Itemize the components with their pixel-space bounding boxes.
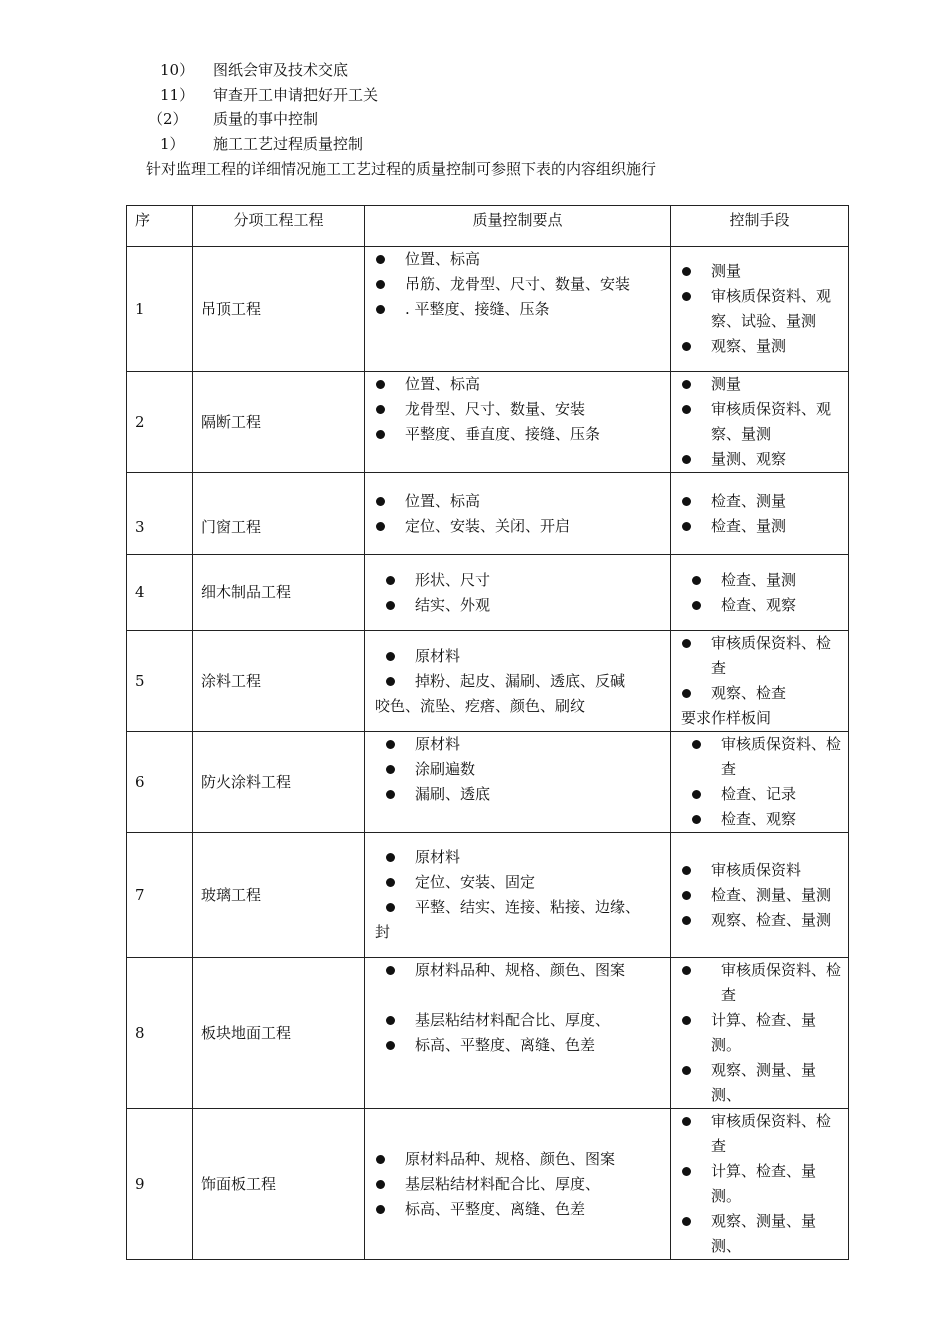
list-item: 形状、尺寸 — [373, 568, 664, 593]
row-no: 7 — [127, 833, 193, 958]
intro-sentence: 针对监理工程的详细情况施工工艺过程的质量控制可参照下表的内容组织施行 — [146, 160, 657, 178]
list-item: 审核质保资料、检查 — [679, 732, 842, 782]
list-item: 审核质保资料、观察、量测 — [679, 397, 842, 447]
row-no: 6 — [127, 732, 193, 833]
item-number: （2） — [148, 110, 188, 128]
item-text: 施工工艺过程质量控制 — [213, 135, 364, 153]
row-name: 细木制品工程 — [193, 555, 365, 631]
list-item: 吊筋、龙骨型、尺寸、数量、安装 — [373, 272, 664, 297]
row-points — [365, 372, 671, 473]
item-number: 11） — [160, 86, 195, 104]
list-item: 原材料品种、规格、颜色、图案 — [373, 958, 664, 983]
row-no: 1 — [127, 247, 193, 372]
table-row — [127, 958, 849, 1109]
list-item: 位置、标高 — [373, 372, 664, 397]
list-item: 计算、检查、量测。 — [679, 1008, 842, 1058]
list-item: 检查、观察 — [679, 593, 842, 618]
list-item: 审核质保资料、检查 — [679, 631, 842, 681]
row-means — [671, 372, 849, 473]
list-item: 观察、检查、量测 — [679, 908, 842, 933]
table-header-row — [127, 206, 849, 247]
list-item: 标高、平整度、离缝、色差 — [373, 1033, 664, 1058]
row-points — [365, 473, 671, 555]
row-means — [671, 732, 849, 833]
item-number: 10） — [160, 61, 195, 79]
row-means — [671, 247, 849, 372]
list-item: 平整、结实、连接、粘接、边缘、 — [373, 895, 664, 920]
row-points — [365, 631, 671, 732]
quality-control-table — [126, 205, 849, 1260]
table-row — [127, 732, 849, 833]
item-text: 图纸会审及技术交底 — [213, 61, 349, 79]
list-item: 观察、测量、量测、 — [679, 1209, 842, 1259]
row-means — [671, 958, 849, 1109]
row-no: 4 — [127, 555, 193, 631]
row-means — [671, 1109, 849, 1260]
list-item: 位置、标高 — [373, 247, 664, 272]
list-item: 审核质保资料、观察、试验、量测 — [679, 284, 842, 334]
table-row — [127, 1109, 849, 1260]
list-item: 观察、检查 — [679, 681, 842, 706]
list-item: 观察、测量、量测、 — [679, 1058, 842, 1108]
list-item: 审核质保资料、检查 — [679, 958, 842, 1008]
list-item: 计算、检查、量测。 — [679, 1159, 842, 1209]
list-item: 审核质保资料 — [679, 858, 842, 883]
list-item: 基层粘结材料配合比、厚度、 — [373, 1008, 664, 1033]
row-points — [365, 555, 671, 631]
row-means — [671, 631, 849, 732]
row-no: 9 — [127, 1109, 193, 1260]
row-points — [365, 247, 671, 372]
row-name: 门窗工程 — [193, 473, 365, 555]
row-points — [365, 732, 671, 833]
list-item: . 平整度、接缝、压条 — [373, 297, 664, 322]
header-means: 控制手段 — [671, 206, 849, 247]
row-means — [671, 473, 849, 555]
row-no: 5 — [127, 631, 193, 732]
row-name: 隔断工程 — [193, 372, 365, 473]
header-no: 序 — [127, 206, 193, 247]
list-item: 平整度、垂直度、接缝、压条 — [373, 422, 664, 447]
row-name: 板块地面工程 — [193, 958, 365, 1109]
list-item: 涂刷遍数 — [373, 757, 664, 782]
header-item: 分项工程工程 — [193, 206, 365, 247]
list-continuation: 要求作样板间 — [681, 709, 772, 727]
list-item: 测量 — [679, 259, 842, 284]
table-row — [127, 247, 849, 372]
list-item: 检查、记录 — [679, 782, 842, 807]
list-item: 测量 — [679, 372, 842, 397]
row-name: 玻璃工程 — [193, 833, 365, 958]
list-item: 结实、外观 — [373, 593, 664, 618]
header-points: 质量控制要点 — [365, 206, 671, 247]
list-item: 观察、量测 — [679, 334, 842, 359]
list-item: 掉粉、起皮、漏刷、透底、反碱 — [373, 669, 664, 694]
row-points — [365, 1109, 671, 1260]
list-item: 龙骨型、尺寸、数量、安装 — [373, 397, 664, 422]
list-item: 基层粘结材料配合比、厚度、 — [373, 1172, 664, 1197]
item-number: 1） — [160, 135, 185, 153]
row-no: 2 — [127, 372, 193, 473]
list-item: 原材料 — [373, 732, 664, 757]
table-row — [127, 833, 849, 958]
list-continuation: 咬色、流坠、疙瘩、颜色、刷纹 — [375, 696, 586, 715]
list-item: 定位、安装、关闭、开启 — [373, 514, 664, 539]
row-no: 3 — [127, 473, 193, 555]
list-item: 审核质保资料、检查 — [679, 1109, 842, 1159]
table-row — [127, 555, 849, 631]
list-item: 检查、观察 — [679, 807, 842, 832]
list-item: 检查、测量、量测 — [679, 883, 842, 908]
row-name: 防火涂料工程 — [193, 732, 365, 833]
row-no: 8 — [127, 958, 193, 1109]
list-item: 检查、测量 — [679, 489, 842, 514]
row-name: 吊顶工程 — [193, 247, 365, 372]
list-item: 原材料 — [373, 644, 664, 669]
row-name: 涂料工程 — [193, 631, 365, 732]
table-row — [127, 631, 849, 732]
list-item: 原材料 — [373, 845, 664, 870]
row-means — [671, 833, 849, 958]
row-points — [365, 833, 671, 958]
list-continuation: 封 — [375, 923, 391, 941]
item-text: 审查开工申请把好开工关 — [213, 86, 379, 104]
item-text: 质量的事中控制 — [213, 110, 319, 128]
list-item: 检查、量测 — [679, 568, 842, 593]
row-name: 饰面板工程 — [193, 1109, 365, 1260]
list-item: 位置、标高 — [373, 489, 664, 514]
list-item: 定位、安装、固定 — [373, 870, 664, 895]
row-points — [365, 958, 671, 1109]
row-means — [671, 555, 849, 631]
list-item: 检查、量测 — [679, 514, 842, 539]
list-item: 漏刷、透底 — [373, 782, 664, 807]
list-item: 原材料品种、规格、颜色、图案 — [373, 1147, 664, 1172]
list-item: 标高、平整度、离缝、色差 — [373, 1197, 664, 1222]
table-row — [127, 372, 849, 473]
table-row — [127, 473, 849, 555]
list-item: 量测、观察 — [679, 447, 842, 472]
